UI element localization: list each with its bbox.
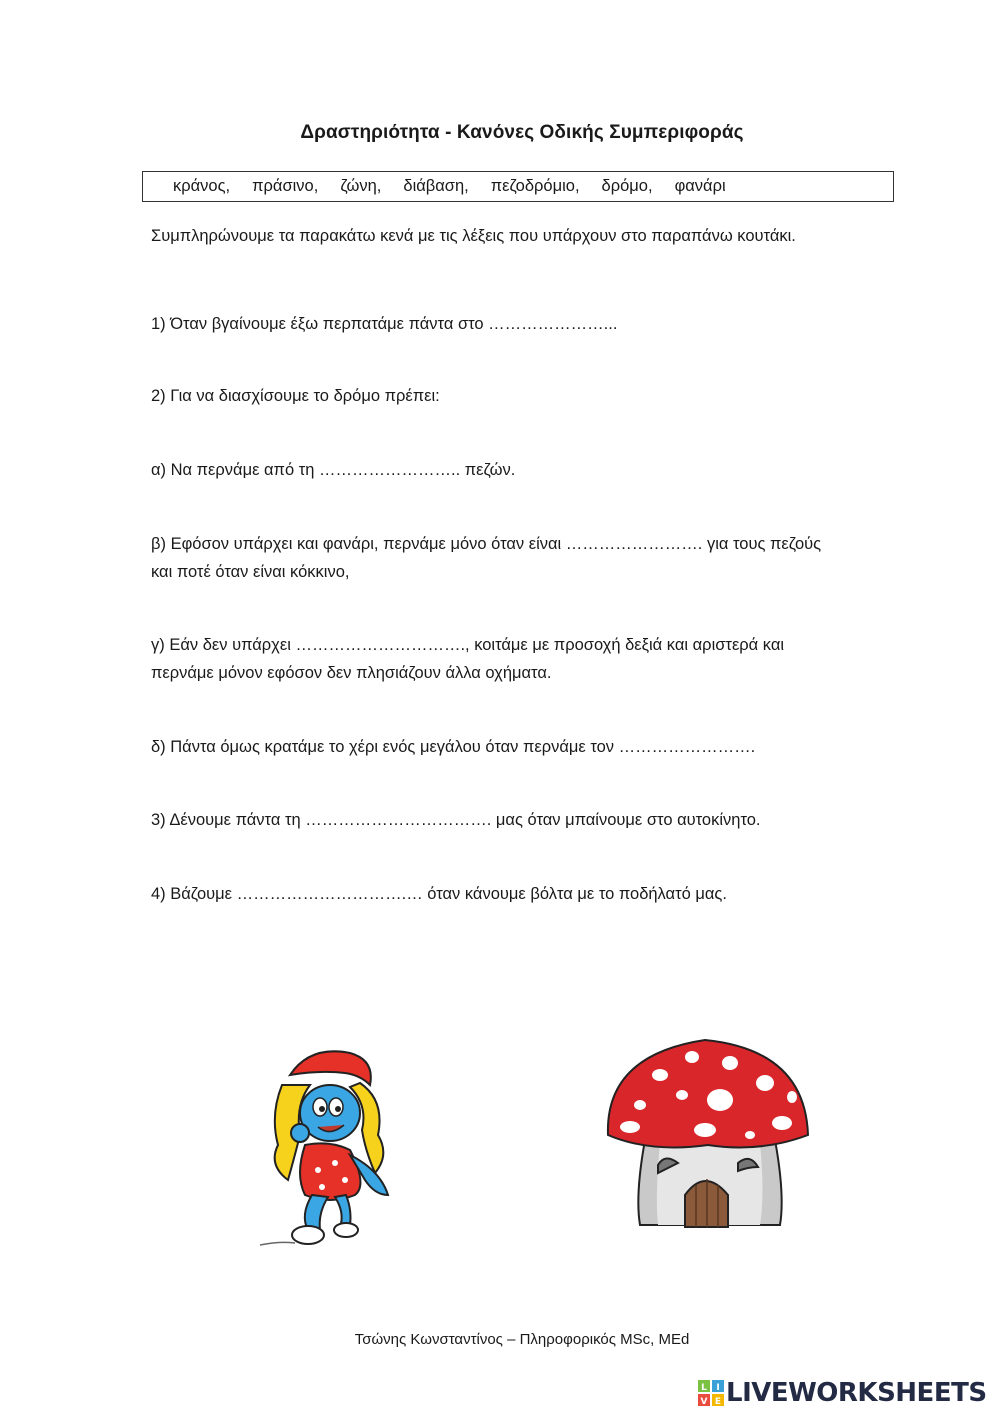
word-bank-item: κράνος, [173,177,231,195]
logo-letter: I [716,1383,720,1393]
mushroom-house-illustration [600,1035,815,1235]
question-2d: δ) Πάντα όμως κρατάμε το χέρι ενός μεγάλου όταν περνάμε τον ……………………. [151,738,756,756]
question-2c [151,631,784,687]
author-footer: Τσώνης Κωνσταντίνος – Πληροφορικός MSc, MEd [354,1331,690,1348]
logo-letter: V [700,1397,708,1406]
question-2a: α) Να περνάμε από τη …………………….. πεζών. [151,461,516,479]
instructions: Συμπληρώνουμε τα παρακάτω κενά με τις λέξεις που υπάρχουν στο παραπάνω κουτάκι. [151,227,796,245]
word-bank-item: πεζοδρόμιο, [490,177,580,195]
question-2b-line-1: β) Εφόσον υπάρχει και φανάρι, περνάμε μόνο όταν είναι ……………………. για τους πεζούς [151,535,822,553]
question-2: 2) Για να διασχίσουμε το δρόμο πρέπει: [151,387,440,405]
word-bank [142,171,894,202]
liveworksheets-logo-icon [698,1380,724,1406]
question-2c-line-1: γ) Εάν δεν υπάρχει …………………………., κοιτάμε με προσοχή δεξιά και αριστερά και [151,636,785,654]
question-3: 3) Δένουμε πάντα τη ……………………………. μας όταν μπαίνουμε στο αυτοκίνητο. [151,811,761,829]
question-2c-line-2: περνάμε μόνον εφόσον δεν πλησιάζουν άλλα οχήματα. [151,664,552,682]
question-4: 4) Βάζουμε ………………………….… όταν κάνουμε βόλτα με το ποδήλατό μας. [151,885,727,903]
word-bank-item: φανάρι [674,177,726,195]
word-bank-item: διάβαση, [403,177,469,195]
logo-letter: L [701,1383,707,1393]
word-bank-item: δρόμο, [601,177,653,195]
liveworksheets-wordmark: LIVEWORKSHEETS [726,1378,987,1408]
question-2b [151,530,821,586]
logo-letter: E [714,1397,722,1406]
worksheet-title: Δραστηριότητα - Κανόνες Οδικής Συμπεριφοράς [300,122,744,143]
word-bank-item: πράσινο, [252,177,319,195]
question-2b-line-2: και ποτέ όταν είναι κόκκινο, [151,563,350,581]
word-bank-item: ζώνη, [340,177,382,195]
smurfette-illustration [250,1045,400,1255]
liveworksheets-logo [698,1378,987,1408]
question-1: 1) Όταν βγαίνουμε έξω περπατάμε πάντα στο …………………... [151,315,618,333]
